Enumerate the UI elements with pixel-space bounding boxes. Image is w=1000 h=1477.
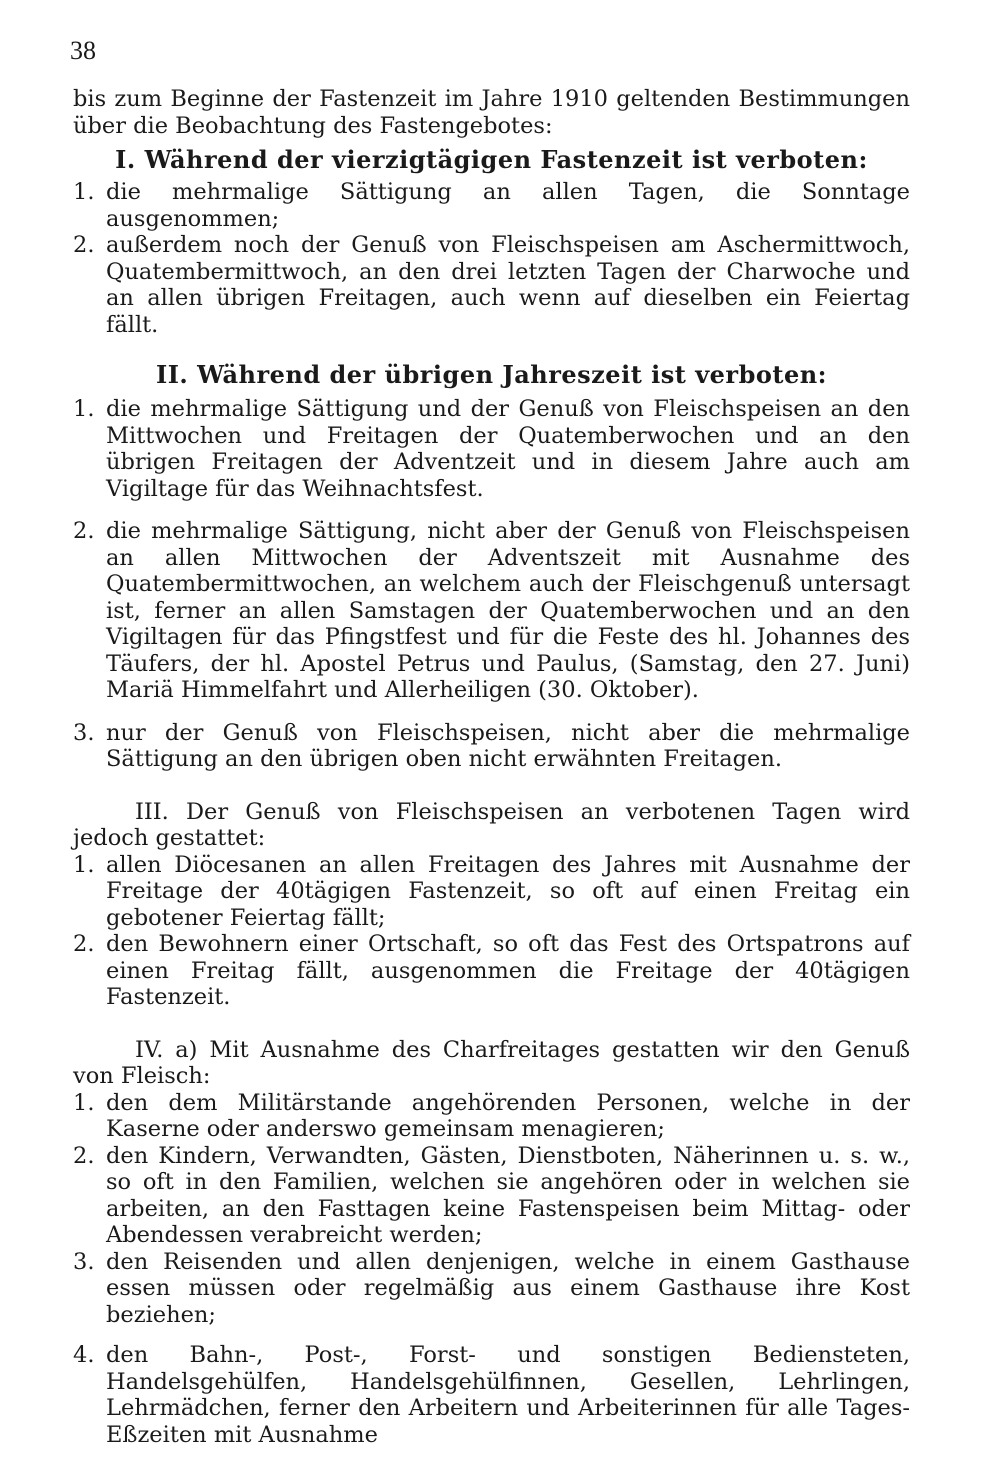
item-text: die mehrmalige Sättigung, nicht aber der Genuß von Fleischspeisen an allen Mittwochen der Adventszeit mit Ausnahme des Quatembermittwochen, an welchem auch der Fleischgenuß untersagt ist, ferner an allen Samstagen der Quatemberwochen und an den Vigiltagen für das Pfingstfest und für die Feste des hl. Johannes des Täufers, der hl. Apostel Petrus und Paulus, (Samstag, den 27. Juni) Mariä Himmelfahrt und Allerheiligen (30. Oktober). bbox=[106, 518, 910, 703]
list-item bbox=[73, 232, 910, 338]
item-text: den Reisenden und allen denjenigen, welche in einem Gasthause essen müssen oder regelmäßig aus einem Gasthause ihre Kost beziehen; bbox=[106, 1248, 910, 1328]
section-3-list bbox=[73, 852, 910, 1011]
section-3-intro: III. Der Genuß von Fleischspeisen an verbotenen Tagen wird jedoch gestattet: bbox=[73, 798, 910, 851]
item-text: die mehrmalige Sättigung an allen Tagen, die Sonntage ausgenommen; bbox=[106, 179, 910, 232]
list-item bbox=[73, 179, 910, 232]
item-text: den Bahn-, Post-, Forst- und sonstigen Bediensteten, Handelsgehülfen, Handelsgehülfinnen, Gesellen, Lehrlingen, Lehrmädchen, ferner den Arbeitern und Arbeiterinnen für alle Tages-Eßzeiten mit Ausnahme bbox=[106, 1342, 910, 1448]
item-text: allen Diöcesanen an allen Freitagen des Jahres mit Ausnahme der Freitage der 40tägigen Fastenzeit, so oft auf einen Freitag ein gebotener Feiertag fällt; bbox=[106, 851, 910, 931]
section-4-list bbox=[73, 1090, 910, 1449]
item-number: 1. bbox=[73, 1089, 95, 1116]
list-item bbox=[73, 1249, 910, 1329]
item-number: 1. bbox=[73, 396, 95, 422]
item-number: 1. bbox=[73, 851, 95, 878]
section-1-list bbox=[73, 179, 910, 338]
item-text: die mehrmalige Sättigung und der Genuß von Fleischspeisen an den Mittwochen und Freitagen der Quatemberwochen und an den übrigen Freitagen der Adventzeit und in diesem Jahre auch am Vigiltage für das Weihnachtsfest. bbox=[106, 396, 910, 502]
section-2-list bbox=[73, 396, 910, 773]
intro-paragraph: bis zum Beginne der Fastenzeit im Jahre 1910 geltenden Bestimmungen über die Beobachtung des Fastengebotes: bbox=[73, 86, 910, 139]
item-text: den dem Militärstande angehörenden Personen, welche in der Kaserne oder anderswo gemeinsam menagieren; bbox=[106, 1089, 910, 1142]
item-number: 2. bbox=[73, 931, 95, 957]
item-number: 2. bbox=[73, 518, 95, 544]
section-1-heading: I. Während der vierzigtägigen Fastenzeit ist verboten: bbox=[115, 145, 868, 174]
list-item bbox=[73, 396, 910, 502]
list-item bbox=[73, 1342, 910, 1448]
section-2-heading: II. Während der übrigen Jahreszeit ist verboten: bbox=[155, 360, 828, 389]
list-item bbox=[73, 852, 910, 932]
list-item bbox=[73, 931, 910, 1011]
item-text: den Bewohnern einer Ortschaft, so oft das Fest des Ortspatrons auf einen Freitag fällt, ausgenommen die Freitage der 40tägigen Fastenzeit. bbox=[106, 931, 910, 1010]
item-number: 3. bbox=[73, 1248, 95, 1275]
item-text: den Kindern, Verwandten, Gästen, Dienstboten, Näherinnen u. s. w., so oft in den Familien, welchen sie angehören oder in welchen sie arbeiten, an den Fasttagen keine Fastenspeisen beim Mittag- oder Abendessen verabreicht werden; bbox=[106, 1142, 910, 1248]
item-number: 4. bbox=[73, 1342, 95, 1368]
page-body bbox=[73, 86, 910, 1448]
list-item bbox=[73, 720, 910, 773]
item-number: 3. bbox=[73, 719, 95, 746]
section-4-intro: IV. a) Mit Ausnahme des Charfreitages gestatten wir den Genuß von Fleisch: bbox=[73, 1036, 910, 1089]
item-number: 2. bbox=[73, 1142, 95, 1169]
page-number: 38 bbox=[70, 36, 96, 65]
item-text: nur der Genuß von Fleischspeisen, nicht aber die mehrmalige Sättigung an den übrigen oben nicht erwähnten Freitagen. bbox=[106, 719, 910, 772]
list-item bbox=[73, 1090, 910, 1143]
list-item bbox=[73, 518, 910, 704]
item-text: außerdem noch der Genuß von Fleischspeisen am Aschermittwoch, Quatembermittwoch, an den drei letzten Tagen der Charwoche und an allen übrigen Freitagen, auch wenn auf dieselben ein Feiertag fällt. bbox=[106, 232, 910, 338]
list-item bbox=[73, 1143, 910, 1249]
item-number: 2. bbox=[73, 232, 95, 258]
item-number: 1. bbox=[73, 179, 95, 205]
